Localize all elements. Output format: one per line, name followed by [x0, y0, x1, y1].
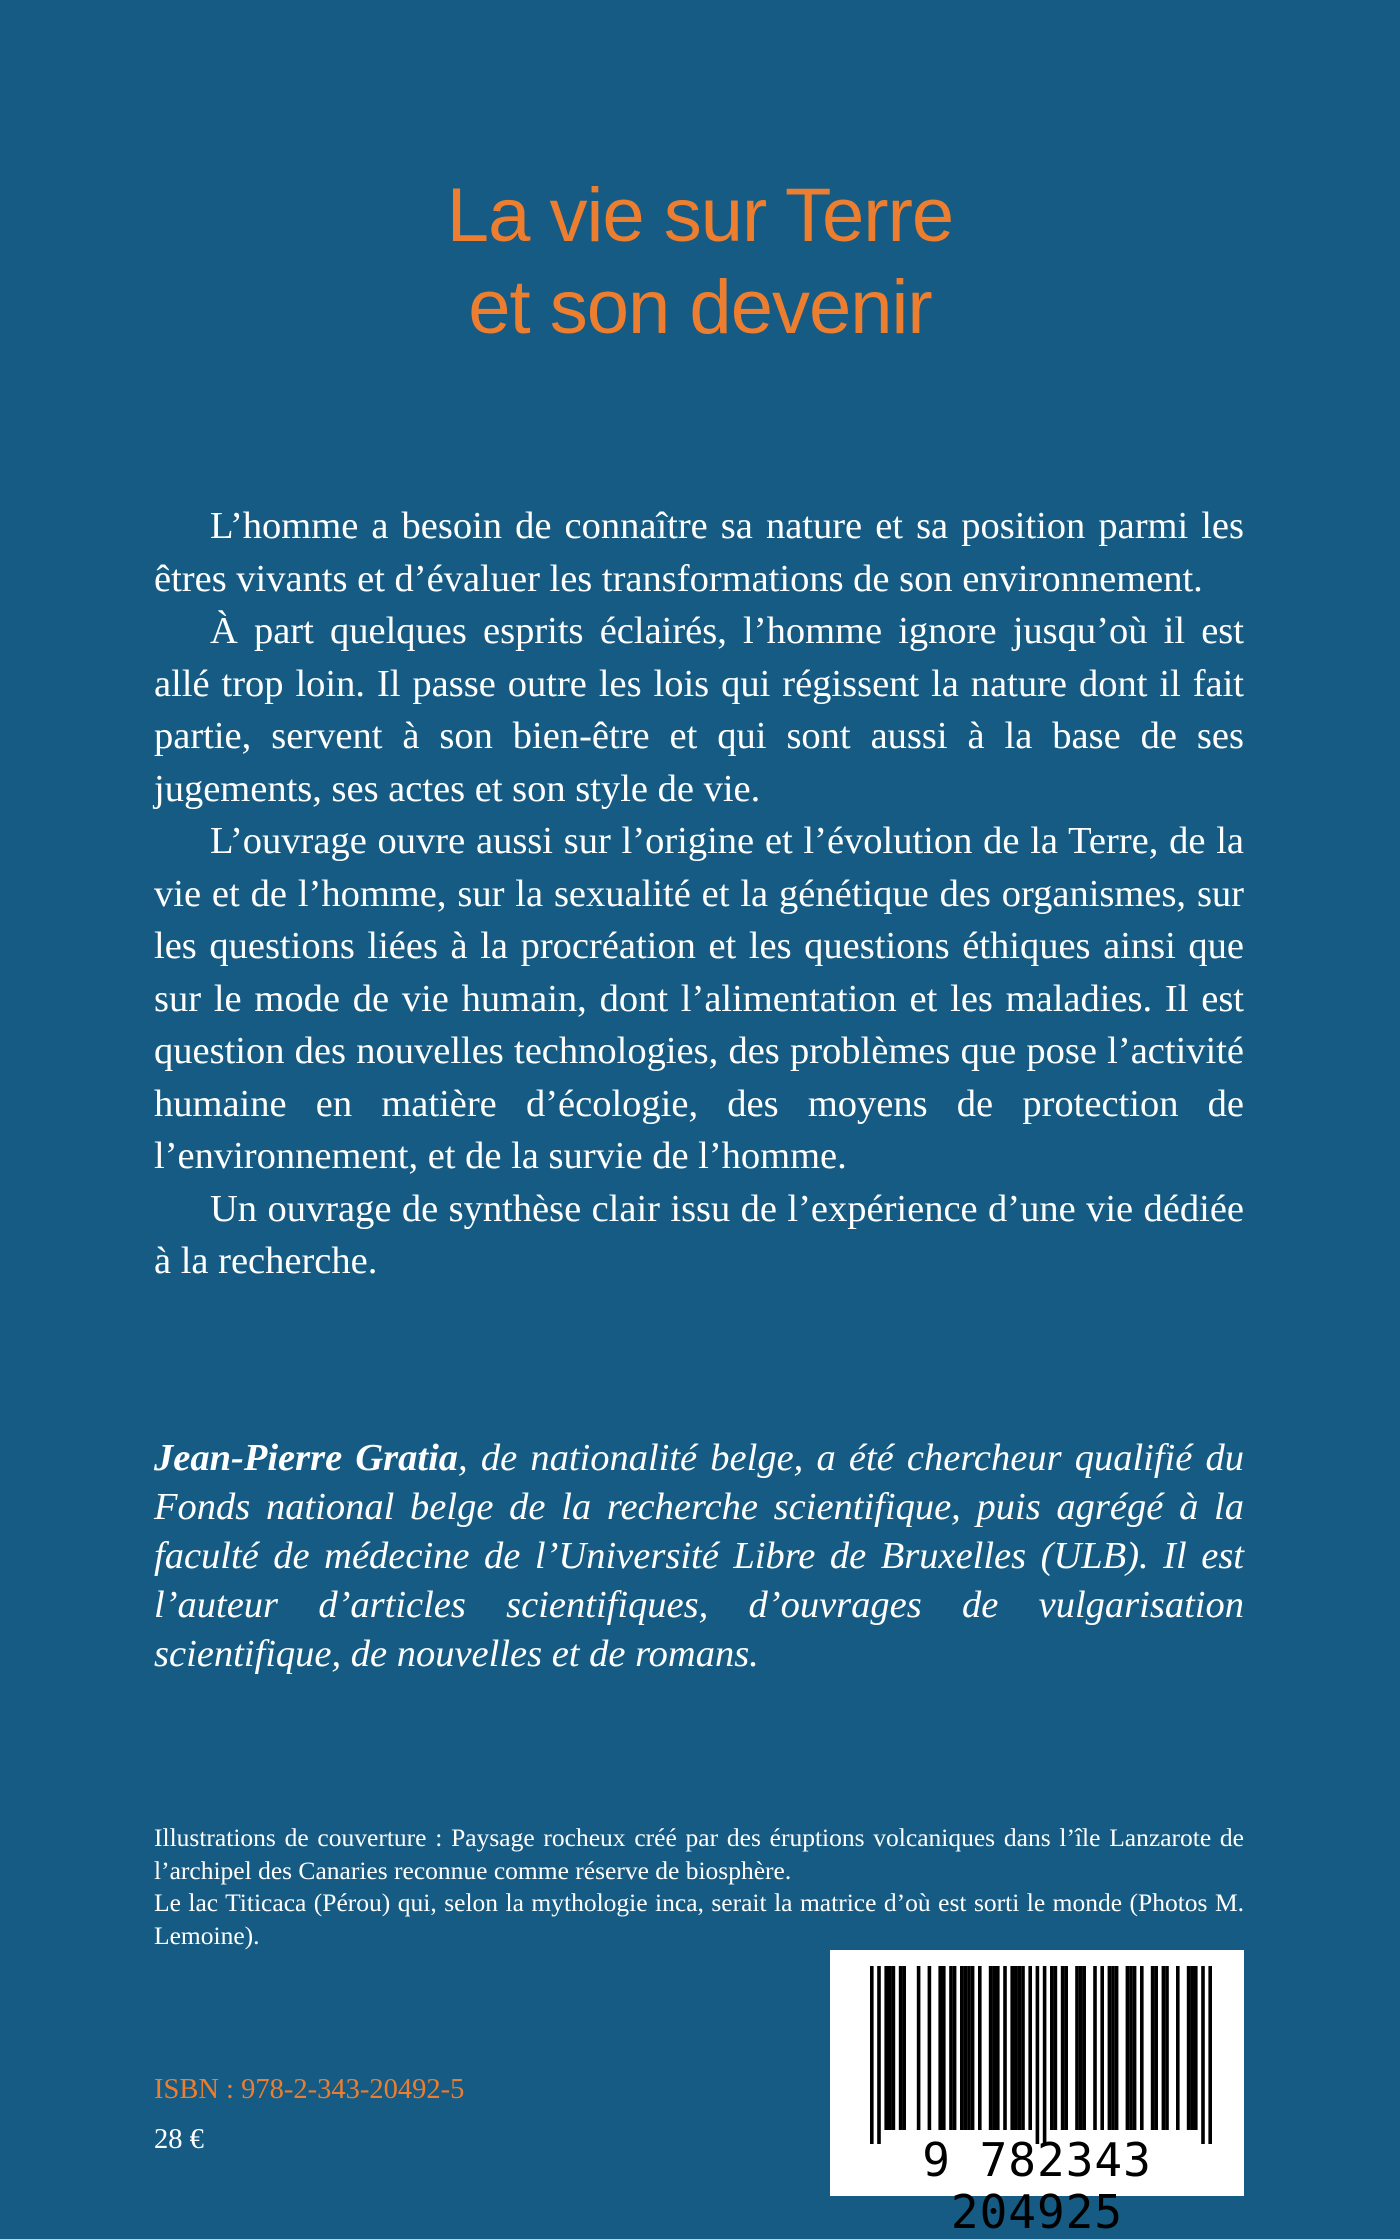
barcode-bar: [1201, 1966, 1205, 2144]
barcode-bar: [899, 1966, 903, 2130]
barcode-bar: [953, 1966, 957, 2130]
barcode-bar: [1093, 1966, 1097, 2130]
barcode-bar: [960, 1966, 964, 2130]
barcode-bar: [992, 1966, 996, 2130]
barcode-bar: [1133, 1966, 1137, 2130]
barcode-bar: [1036, 1966, 1040, 2144]
barcode-bar: [1126, 1966, 1130, 2130]
barcode-bar: [1082, 1966, 1086, 2130]
barcode-bar: [942, 1966, 946, 2130]
barcode-bar: [1061, 1966, 1065, 2130]
author-bio-text: , de nationalité belge, a été chercheur qualifié du Fonds national belge de la recherche scientifique, puis agrégé à la faculté de médecine de l’Université Libre de Bruxelles (ULB). Il est l’auteur d’articles scientifiques, d’ouvrages de vulgarisation scientifique, de nouvelles et de romans.: [154, 1437, 1245, 1675]
barcode-bar: [1176, 1966, 1180, 2130]
barcode-bar: [978, 1966, 982, 2130]
barcode-bar: [1003, 1966, 1007, 2130]
barcode-bar: [949, 1966, 953, 2130]
author-bio: [154, 1434, 1244, 1679]
barcode-bar: [1151, 1966, 1155, 2130]
barcode-bar: [1129, 1966, 1133, 2130]
barcode-bar: [1162, 1966, 1166, 2130]
barcode-bar: [892, 1966, 896, 2130]
barcode-number: 9 782343 204925: [922, 2133, 1152, 2239]
blurb-paragraph: L’homme a besoin de connaître sa nature et sa position parmi les êtres vivants et d’évaluer les transformations de son environnement.: [154, 505, 1244, 600]
barcode-bar: [1111, 1966, 1115, 2130]
blurb-paragraph: À part quelques esprits éclairés, l’homme ignore jusqu’où il est allé trop loin. Il passe outre les lois qui régissent la nature dont il fait partie, servent à son bien-être et qui sont aussi à la base de ses jugements, ses actes et son style de vie.: [154, 610, 1244, 810]
barcode-bar: [1194, 1966, 1198, 2130]
barcode-bar: [1165, 1966, 1169, 2130]
barcode-bar: [1064, 1966, 1068, 2130]
book-title: [0, 170, 1400, 354]
blurb-paragraph: L’ouvrage ouvre aussi sur l’origine et l’évolution de la Terre, de la vie et de l’homme, sur la sexualité et la génétique des organismes, sur les questions liées à la procréation et les questions éthiques ainsi que sur le mode de vie humain, dont l’alimentation et les maladies. Il est question des nouvelles technologies, des problèmes que pose l’activité humaine en matière d’écologie, des moyens de protection de l’environnement, et de la survie de l’homme.: [154, 820, 1244, 1177]
barcode-bar: [1154, 1966, 1158, 2130]
barcode-bar: [938, 1966, 942, 2130]
barcode-bar: [1050, 1966, 1054, 2130]
barcode-bar: [1140, 1966, 1144, 2130]
barcode-bar: [971, 1966, 975, 2130]
barcode-bar: [1079, 1966, 1083, 2130]
barcode-bar: [996, 1966, 1000, 2130]
barcode-bar: [928, 1966, 932, 2130]
barcode-bar: [877, 1966, 881, 2144]
barcode-bar: [1054, 1966, 1058, 2130]
barcode-bar: [967, 1966, 971, 2130]
barcode-bar: [870, 1966, 874, 2144]
barcode-bar: [1100, 1966, 1104, 2130]
cover-credits: [154, 1822, 1244, 1952]
barcode-bar: [1028, 1966, 1032, 2130]
credits-line: Illustrations de couverture : Paysage rocheux créé par des éruptions volcaniques dans l’île Lanzarote de l’archipel des Canaries reconnue comme réserve de biosphère.: [154, 1823, 1244, 1885]
book-title-line-2: et son devenir: [468, 265, 932, 350]
barcode-bar: [1108, 1966, 1112, 2130]
barcode-bar: [1190, 1966, 1194, 2130]
barcode-bar: [1010, 1966, 1014, 2130]
barcode-bar: [902, 1966, 906, 2130]
barcode-bar: [1018, 1966, 1022, 2130]
barcode-bar: [917, 1966, 921, 2130]
barcode-bar: [1187, 1966, 1191, 2130]
author-name: Jean-Pierre Gratia: [154, 1437, 459, 1479]
blurb: [154, 500, 1244, 1288]
barcode-bar: [888, 1966, 892, 2130]
barcode-bar: [1021, 1966, 1025, 2130]
isbn: ISBN : 978-2-343-20492-5: [154, 2074, 465, 2105]
barcode-bar: [1208, 1966, 1212, 2144]
barcode-bar: [1014, 1966, 1018, 2130]
barcode: [830, 1950, 1244, 2239]
barcode-bar: [989, 1966, 993, 2130]
barcode-bar: [1043, 1966, 1047, 2144]
blurb-paragraph: Un ouvrage de synthèse clair issu de l’expérience d’une vie dédiée à la recherche.: [154, 1187, 1244, 1282]
book-title-line-1: La vie sur Terre: [446, 173, 954, 258]
barcode-bar: [964, 1966, 968, 2130]
barcode-bar: [1115, 1966, 1119, 2130]
credits-line: Le lac Titicaca (Pérou) qui, selon la mythologie inca, serait la matrice d’où est sorti le monde (Photos M. Lemoine).: [154, 1888, 1244, 1950]
barcode-bar: [884, 1966, 888, 2130]
price: 28 €: [154, 2124, 204, 2155]
barcode-bar: [1075, 1966, 1079, 2130]
